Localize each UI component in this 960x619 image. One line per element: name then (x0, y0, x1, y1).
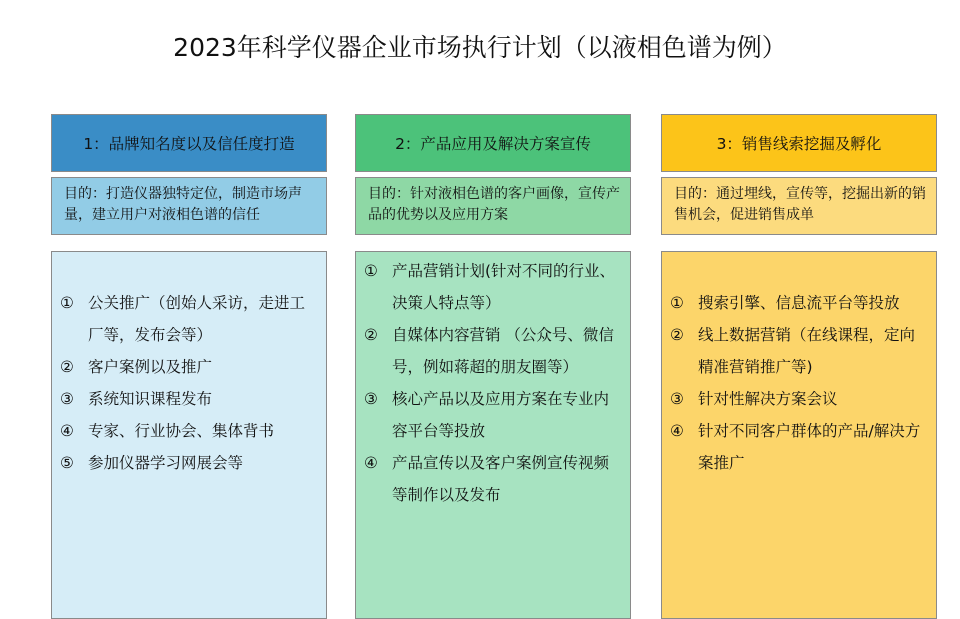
list-item (670, 383, 930, 415)
list-item (364, 255, 624, 319)
item-text: 针对不同客户群体的产品/解决方案推广 (698, 422, 921, 472)
item-text: 专家、行业协会、集体背书 (88, 422, 275, 440)
list-item (60, 415, 320, 447)
item-number: ③ (364, 390, 378, 408)
item-text: 客户案例以及推广 (88, 358, 213, 376)
column-header: 3：销售线索挖掘及孵化 (661, 114, 937, 172)
column-goal: 目的：针对液相色谱的客户画像，宣传产品的优势以及应用方案 (355, 177, 631, 235)
page-title: 2023年科学仪器企业市场执行计划（以液相色谱为例） (173, 33, 787, 62)
list-item (60, 383, 320, 415)
item-text: 产品宣传以及客户案例宣传视频等制作以及发布 (392, 454, 610, 504)
list-item (670, 319, 930, 383)
action-list (51, 251, 327, 619)
item-number: ④ (670, 422, 684, 440)
list-item (60, 447, 320, 479)
item-text: 针对性解决方案会议 (698, 390, 838, 408)
item-number: ① (60, 294, 74, 312)
list-item (60, 287, 320, 351)
column-goal: 目的：打造仪器独特定位，制造市场声量，建立用户对液相色谱的信任 (51, 177, 327, 235)
item-number: ④ (60, 422, 74, 440)
list-item (364, 383, 624, 447)
item-number: ① (364, 262, 378, 280)
column-header: 1：品牌知名度以及信任度打造 (51, 114, 327, 172)
item-number: ① (670, 294, 684, 312)
item-number: ② (670, 326, 684, 344)
list-item (364, 319, 624, 383)
item-text: 系统知识课程发布 (88, 390, 213, 408)
item-number: ④ (364, 454, 378, 472)
action-list (661, 251, 937, 619)
item-text: 自媒体内容营销 （公众号、微信号，例如蒋超的朋友圈等） (392, 326, 614, 376)
item-number: ⑤ (60, 454, 74, 472)
item-text: 参加仪器学习网展会等 (88, 454, 244, 472)
item-text: 公关推广（创始人采访，走进工厂等，发布会等） (88, 294, 306, 344)
item-text: 产品营销计划(针对不同的行业、决策人特点等） (392, 262, 616, 312)
column-header: 2：产品应用及解决方案宣传 (355, 114, 631, 172)
item-number: ③ (670, 390, 684, 408)
item-number: ② (60, 358, 74, 376)
item-number: ③ (60, 390, 74, 408)
item-text: 线上数据营销（在线课程，定向精准营销推广等) (698, 326, 916, 376)
item-number: ② (364, 326, 378, 344)
list-item (60, 351, 320, 383)
list-item (670, 415, 930, 479)
list-item (364, 447, 624, 511)
action-list (355, 251, 631, 619)
list-item (670, 287, 930, 319)
item-text: 搜索引擎、信息流平台等投放 (698, 294, 900, 312)
item-text: 核心产品以及应用方案在专业内容平台等投放 (392, 390, 610, 440)
column-goal: 目的：通过埋线，宣传等，挖掘出新的销售机会，促进销售成单 (661, 177, 937, 235)
